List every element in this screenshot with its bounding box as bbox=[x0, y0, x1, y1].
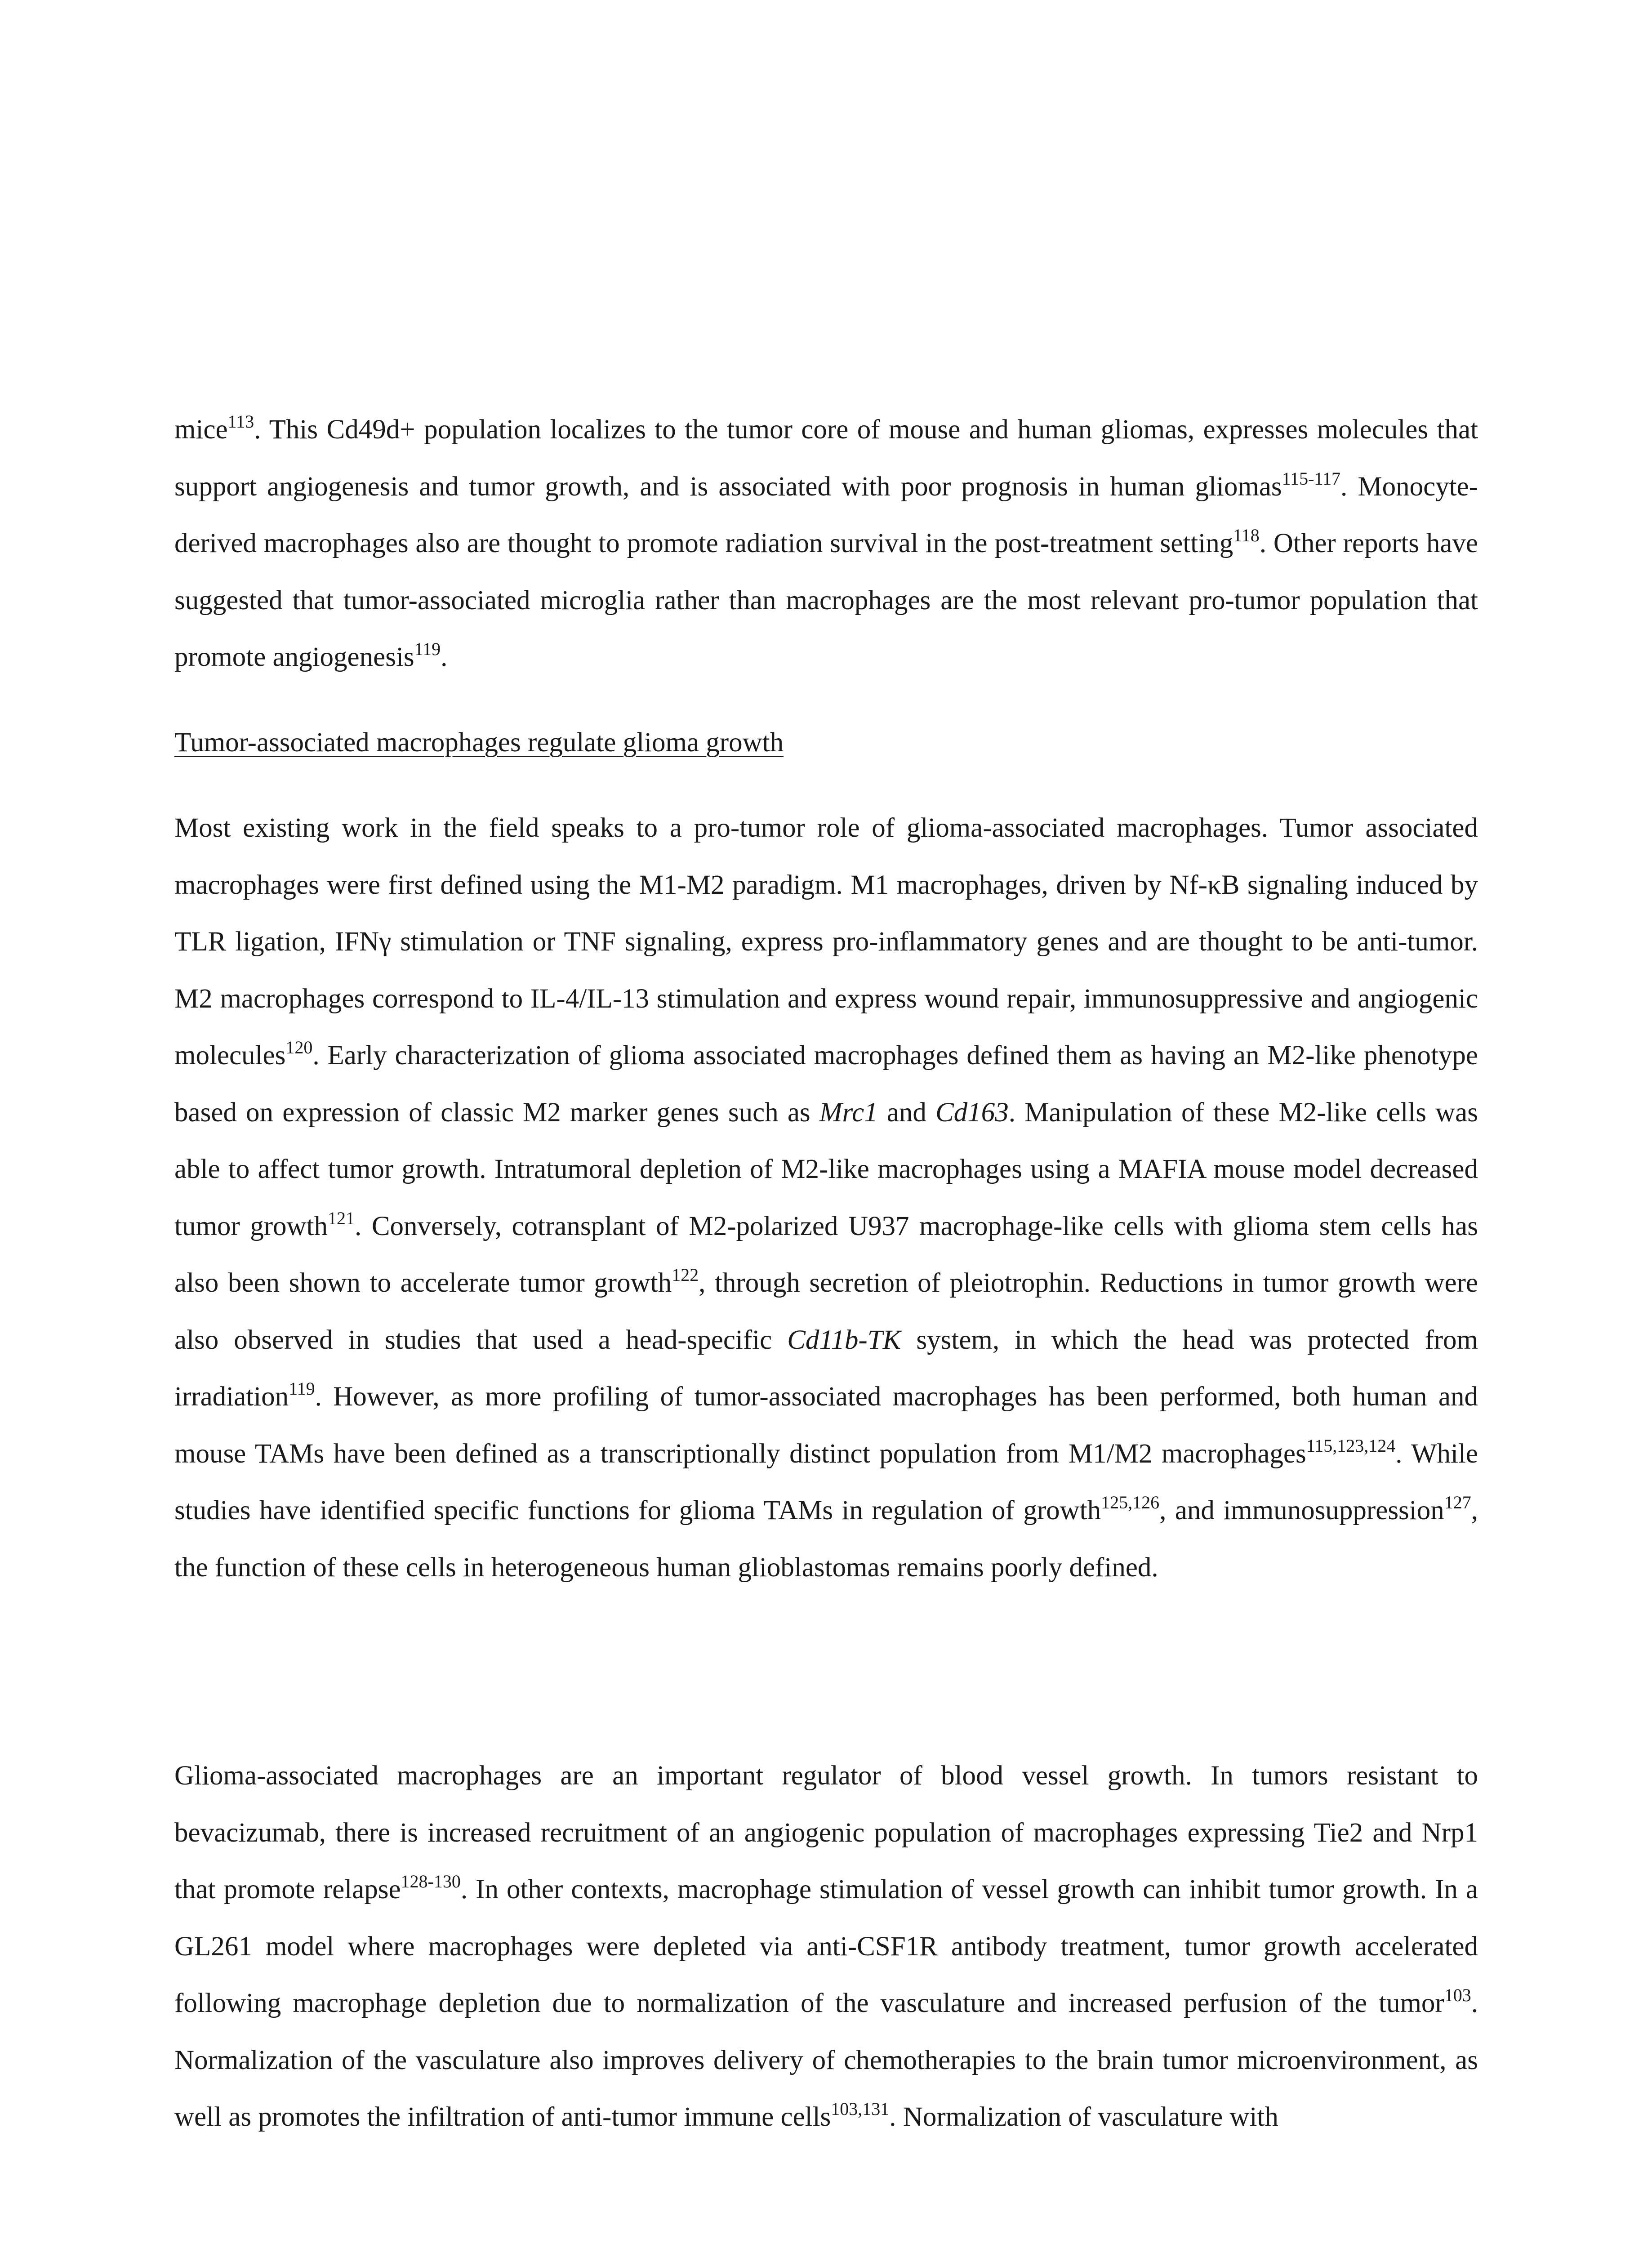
paragraph-intro bbox=[174, 401, 1478, 686]
citation-ref: 103 bbox=[1444, 1985, 1471, 2005]
text-run: Glioma-associated macrophages are an important regulator of blood vessel growth. In tumors resistant to bevacizumab, there is increased recruitment of an angiogenic population of macrophages expressing Tie2 and Nrp1 that promote relapse bbox=[174, 1761, 1478, 1905]
text-run: . While studies have identified specific functions for glioma TAMs in regulation of growth bbox=[174, 1438, 1478, 1525]
text-run: . Manipulation of these M2-like cells was able to affect tumor growth. Intratumoral depletion of M2-like macrophages using a MAFIA mouse model decreased tumor growth bbox=[174, 1097, 1478, 1241]
citation-ref: 128-130 bbox=[401, 1871, 461, 1891]
paragraph-tam-growth bbox=[174, 800, 1478, 1596]
gene-name: Cd163 bbox=[935, 1097, 1009, 1128]
text-run: . Monocyte-derived macrophages also are thought to promote radiation survival in the post-treatment setting bbox=[174, 471, 1478, 558]
text-run: . In other contexts, macrophage stimulation of vessel growth can inhibit tumor growth. In a GL261 model where macrophages were depleted via anti-CSF1R antibody treatment, tumor growth accelerated following macrophage depletion due to normalization of the vasculature and increased perfusion of the tumor bbox=[174, 1874, 1478, 2018]
citation-ref: 103,131 bbox=[831, 2099, 890, 2119]
text-run: system, in which the head was protected from irradiation bbox=[174, 1325, 1478, 1412]
text-run: mice bbox=[174, 415, 228, 445]
citation-ref: 120 bbox=[285, 1037, 313, 1057]
citation-ref: 127 bbox=[1444, 1492, 1471, 1512]
citation-ref: 118 bbox=[1233, 525, 1260, 545]
text-run: . Conversely, cotransplant of M2-polarized U937 macrophage-like cells with glioma stem cells has also been shown to accelerate tumor growth bbox=[174, 1211, 1478, 1298]
citation-ref: 115,123,124 bbox=[1306, 1435, 1396, 1456]
text-run: , the function of these cells in heterogeneous human glioblastomas remains poorly defined. bbox=[174, 1495, 1478, 1583]
text-run: . This Cd49d+ population localizes to the tumor core of mouse and human gliomas, expresses molecules that support angiogenesis and tumor growth, and is associated with poor prognosis in human gliomas bbox=[174, 415, 1478, 502]
gene-name: Mrc1 bbox=[819, 1097, 878, 1128]
text-run: , through secretion of pleiotrophin. Reductions in tumor growth were also observed in studies that used a head-specific bbox=[174, 1268, 1478, 1355]
text-run: . However, as more profiling of tumor-associated macrophages has been performed, both human and mouse TAMs have been defined as a transcriptionally distinct population from M1/M2 macrophages bbox=[174, 1382, 1478, 1469]
gene-name: Cd11b-TK bbox=[787, 1325, 901, 1355]
citation-ref: 119 bbox=[289, 1378, 315, 1399]
text-run: Most existing work in the field speaks to a pro-tumor role of glioma-associated macrophages. Tumor associated macrophages were first defined using the M1-M2 paradigm. M1 macrophages, driven by Nf-κB signaling induced by TLR ligation, IFNγ stimulation or TNF signaling, express pro-inflammatory genes and are thought to be anti-tumor. M2 macrophages correspond to IL-4/IL-13 stimulation and express wound repair, immunosuppressive and angiogenic molecules bbox=[174, 813, 1478, 1070]
text-run: . Early characterization of glioma associated macrophages defined them as having an M2-like phenotype based on expression of classic M2 marker genes such as bbox=[174, 1040, 1478, 1128]
citation-ref: 115-117 bbox=[1282, 468, 1340, 489]
text-run: . Normalization of vasculature with bbox=[889, 2102, 1278, 2132]
citation-ref: 119 bbox=[414, 639, 441, 659]
citation-ref: 121 bbox=[328, 1208, 355, 1228]
text-run: . Normalization of the vasculature also improves delivery of chemotherapies to the brain tumor microenvironment, as well as promotes the infiltration of anti-tumor immune cells bbox=[174, 1988, 1478, 2132]
text-run: , and immunosuppression bbox=[1159, 1495, 1444, 1525]
text-run: and bbox=[877, 1097, 936, 1128]
text-run: . bbox=[441, 642, 448, 672]
paragraph-vessel-growth bbox=[174, 1748, 1478, 2146]
citation-ref: 122 bbox=[672, 1265, 699, 1285]
section-heading: Tumor-associated macrophages regulate glioma growth bbox=[174, 727, 784, 758]
text-run: . Other reports have suggested that tumor-associated microglia rather than macrophages are the most relevant pro-tumor population that promote angiogenesis bbox=[174, 528, 1478, 672]
citation-ref: 113 bbox=[227, 411, 254, 432]
citation-ref: 125,126 bbox=[1101, 1492, 1160, 1512]
